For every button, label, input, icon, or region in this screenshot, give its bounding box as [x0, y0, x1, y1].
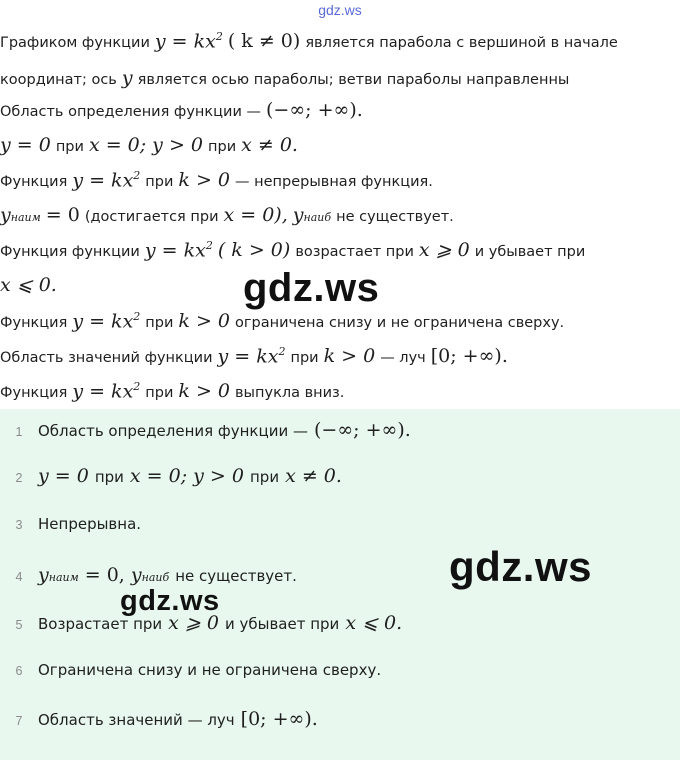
text: и убывает при — [474, 244, 586, 261]
math: $y = kx^2$ — [144, 239, 213, 262]
text: и убывает при — [224, 615, 340, 633]
list-item — [0, 708, 680, 730]
text: при — [145, 174, 174, 191]
text: Возрастает при — [38, 615, 163, 633]
math: k > 0 — [323, 345, 376, 368]
math: (−∞; +∞). — [265, 99, 363, 121]
math: yнаим — [38, 564, 79, 586]
list-item — [0, 465, 680, 487]
text: Область значений — луч — [38, 711, 235, 729]
item-number: 6 — [15, 664, 23, 678]
math: x ≠ 0. — [285, 465, 342, 487]
math: = 0 — [45, 204, 80, 226]
text-line-1 — [0, 30, 618, 52]
text-line-4 — [0, 134, 298, 156]
text: — непрерывная функция. — [235, 174, 433, 191]
text: при — [145, 385, 174, 402]
math: x ⩽ 0. — [0, 274, 57, 296]
math: x = 0), — [223, 204, 288, 226]
answer-panel — [0, 409, 680, 760]
math: $y = kx^2$ — [72, 310, 141, 333]
text: возрастает при — [295, 244, 414, 261]
item-number: 2 — [15, 471, 23, 485]
text-line-2 — [0, 67, 569, 89]
math: y = 0 — [0, 134, 51, 156]
math: x ⩾ 0 — [168, 612, 219, 634]
math: x ≠ 0. — [241, 134, 298, 156]
text: Функция — [0, 385, 68, 402]
math: (−∞; +∞). — [313, 419, 411, 441]
text: является парабола с вершиной в начале — [305, 35, 618, 52]
text: при — [249, 468, 280, 486]
text: выпукла вниз. — [235, 385, 345, 402]
list-item — [0, 515, 680, 533]
math: yнаиб — [130, 564, 170, 586]
math: $y = kx^2$ — [217, 345, 286, 368]
math: x = 0; y > 0 — [88, 134, 204, 156]
math: y = 0 — [38, 465, 89, 487]
text-line-9 — [0, 310, 564, 332]
text: координат; ось — [0, 72, 117, 88]
math: k > 0 — [178, 169, 231, 192]
math: x = 0; y > 0 — [129, 465, 244, 487]
math: y — [121, 67, 133, 89]
text-line-10 — [0, 345, 508, 367]
text: Ограничена снизу и не ограничена сверху. — [38, 661, 382, 679]
list-item — [0, 661, 680, 679]
list-item — [0, 419, 680, 441]
text-line-6 — [0, 204, 454, 226]
math: $y = kx^2$ — [154, 30, 223, 53]
text: Функция функции — [0, 244, 140, 261]
text: Непрерывна. — [38, 515, 142, 533]
text: при — [208, 139, 237, 155]
text: при — [94, 468, 124, 486]
text: (достигается при — [84, 209, 219, 225]
item-number: 3 — [15, 518, 23, 532]
text: не существует. — [336, 209, 454, 225]
math: $y = kx^2$ — [72, 169, 141, 192]
math: x ⩾ 0 — [418, 239, 470, 262]
text: ограничена снизу и не ограничена сверху. — [235, 315, 565, 332]
math: = 0, — [84, 564, 125, 586]
text-line-5 — [0, 169, 433, 191]
text: при — [290, 350, 319, 367]
text-line-3 — [0, 99, 363, 121]
text-line-11 — [0, 380, 344, 402]
text: при — [145, 315, 174, 332]
watermark-top: gdz.ws — [318, 2, 362, 18]
text: Область определения функции — — [0, 104, 261, 120]
math: $y = kx^2$ — [72, 380, 141, 403]
math: k > 0 — [178, 380, 231, 403]
text: не существует. — [175, 567, 297, 585]
math: ( k > 0) — [217, 239, 291, 262]
math: [0; +∞). — [430, 345, 508, 368]
math: yнаиб — [292, 204, 332, 226]
list-item — [0, 612, 680, 634]
item-number: 5 — [15, 618, 23, 632]
text: является осью параболы; ветви параболы направленны — [137, 72, 570, 88]
item-number: 7 — [15, 714, 23, 728]
text: Графиком функции — [0, 35, 150, 52]
math: [0; +∞). — [240, 708, 318, 730]
text: Функция — [0, 174, 68, 191]
math: k > 0 — [178, 310, 231, 333]
text: при — [55, 139, 84, 155]
item-number: 4 — [15, 570, 23, 584]
text: Область определения функции — — [38, 422, 308, 440]
text: Область значений функции — [0, 350, 213, 367]
text-line-7 — [0, 239, 585, 261]
item-number: 1 — [15, 425, 23, 439]
text: Функция — [0, 315, 68, 332]
text-line-8 — [0, 274, 57, 296]
math: yнаим — [0, 204, 41, 226]
watermark-right: gdz.ws — [449, 543, 593, 590]
watermark-small: gdz.ws — [120, 585, 220, 617]
math: x ⩽ 0. — [345, 612, 403, 634]
math: ( k ≠ 0) — [227, 30, 301, 53]
text: — луч — [380, 350, 426, 367]
watermark-middle: gdz.ws — [243, 266, 380, 310]
